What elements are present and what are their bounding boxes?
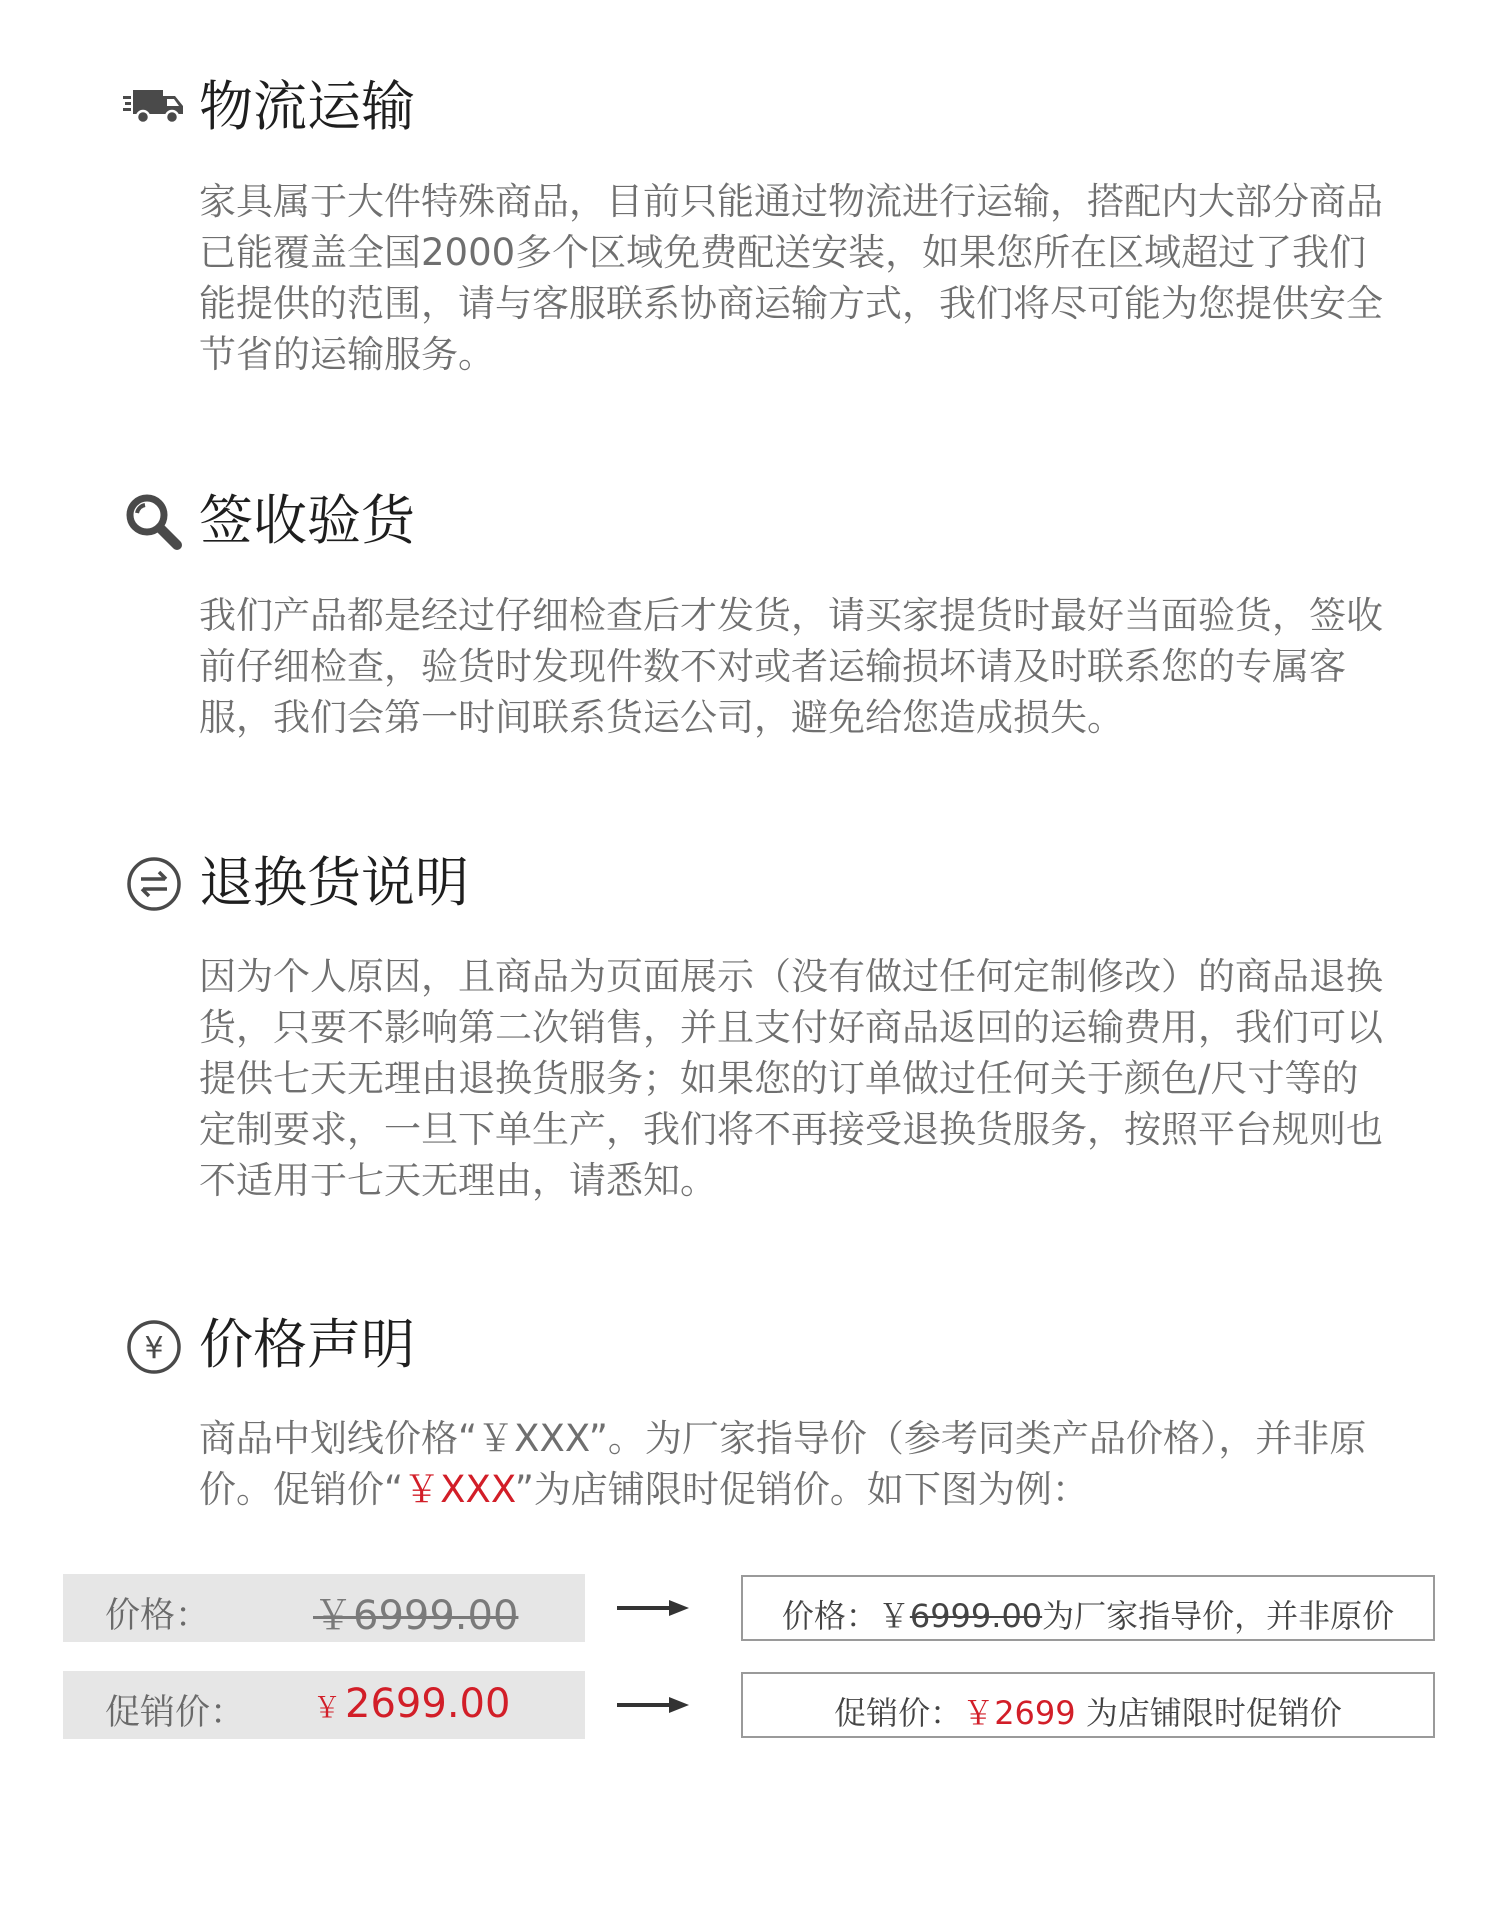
magnifier-icon	[123, 491, 185, 553]
price-statement-text: 商品中划线价格“￥XXX”。为厂家指导价（参考同类产品价格），并非原价。促销价“	[199, 1417, 1367, 1511]
arrow-right-icon	[617, 1596, 689, 1620]
note-strike-price: 6999.00	[909, 1597, 1043, 1635]
list-price-label: 价格：	[105, 1596, 211, 1636]
note-text: 为店铺限时促销价	[1075, 1694, 1342, 1732]
sale-price-placeholder: ￥XXX	[403, 1468, 515, 1511]
note-sale-price: ￥2699	[962, 1694, 1076, 1732]
section-title: 物流运输	[199, 75, 415, 138]
truck-icon	[123, 76, 185, 138]
yen-symbol: ￥	[313, 1691, 342, 1724]
section-title: 价格声明	[199, 1313, 415, 1376]
sale-price-number: 2699.00	[345, 1681, 511, 1727]
svg-text:¥: ¥	[144, 1331, 164, 1366]
list-price-row	[63, 1574, 585, 1642]
sale-price-note	[741, 1672, 1435, 1738]
sale-price-label: 促销价：	[105, 1693, 246, 1733]
section-title: 签收验货	[199, 489, 415, 552]
section-body: 因为个人原因，且商品为页面展示（没有做过任何定制修改）的商品退换货，只要不影响第二次销售，并且支付好商品返回的运输费用，我们可以提供七天无理由退换货服务；如果您的订单做过任何关于颜色/尺寸等的定制要求，一旦下单生产，我们将不再接受退换货服务，按照平台规则也不适用于七天无理由，请悉知。	[199, 955, 1383, 1202]
list-price-note	[741, 1575, 1435, 1641]
yen-icon	[123, 1316, 185, 1378]
section-body: 家具属于大件特殊商品，目前只能通过物流进行运输，搭配内大部分商品已能覆盖全国2000多个区域免费配送安装，如果您所在区域超过了我们能提供的范围，请与客服联系协商运输方式，我们将尽可能为您提供安全节省的运输服务。	[199, 180, 1383, 376]
section-title: 退换货说明	[199, 851, 469, 914]
note-label: 促销价：	[834, 1694, 963, 1732]
section-body	[199, 1413, 1384, 1515]
note-text: 为厂家指导价，并非原价	[1042, 1597, 1395, 1635]
section-body: 我们产品都是经过仔细检查后才发货，请买家提货时最好当面验货，签收前仔细检查，验货时发现件数不对或者运输损坏请及时联系您的专属客服，我们会第一时间联系货运公司，避免给您造成损失。	[199, 594, 1383, 739]
sale-price-row	[63, 1671, 585, 1739]
exchange-icon	[123, 853, 185, 915]
arrow-right-icon	[617, 1693, 689, 1717]
note-label: 价格：￥	[781, 1597, 910, 1635]
list-price-value: ￥6999.00	[313, 1593, 519, 1639]
price-statement-text-end: ”为店铺限时促销价。如下图为例：	[514, 1468, 1089, 1511]
sale-price-value	[313, 1681, 510, 1727]
